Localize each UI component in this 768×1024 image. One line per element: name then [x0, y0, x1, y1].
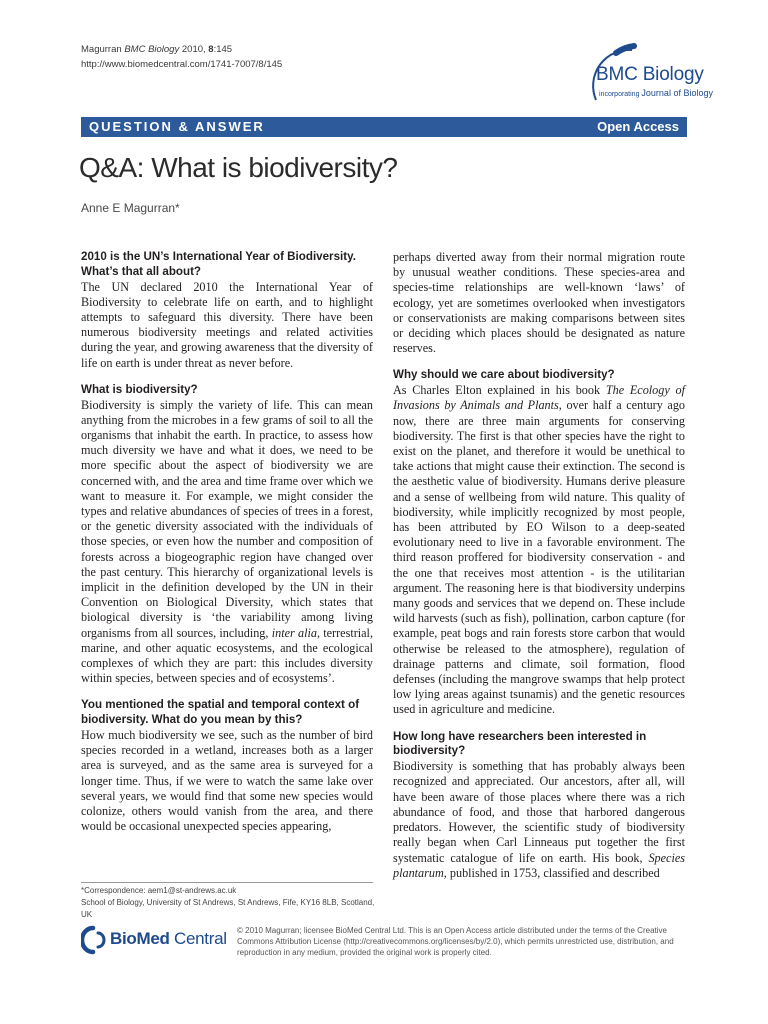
paragraph: Biodiversity is simply the variety of life. This can mean anything from the microbes in a few grams of soil to all the organisms that inhabit the earth. In practice, to assess how much diversity we have and what it does, we need to be more specific about the aspect of biodiversity we are concerned with, and the area and time frame over which we want to measure it. For example, we might consider the types and relative abundances of species of trees in a forest, or the genetic diversity associated with the individuals of those species, or even how the number and composition of forests across a biogeographic region have changed over the past century. This hierarchy of organizational levels is implicit in the definition developed by the UN in their Convention on Biological Diversity, which states that biological diversity is ‘the variability among living organisms from all sources, including, inter alia, terrestrial, marine, and other aquatic ecosystems, and the ecological complexes of which they are part: this includes diversity within species, between species and of ecosystems’. [81, 397, 373, 686]
citation-header [81, 42, 282, 72]
section-heading: What is biodiversity? [81, 382, 198, 396]
article-type-label: QUESTION & ANSWER [89, 119, 265, 134]
journal-logo [556, 40, 713, 106]
correspondence-footnote [81, 885, 381, 921]
license-statement: © 2010 Magurran; licensee BioMed Central Ltd. This is an Open Access article distributed under the terms of the Creative Commons Attribution License (http://creativecommons.org/licenses/by/2.0), which permits unrestricted use, distribution, and reproduction in any medium, provided the original work is properly cited. [237, 926, 674, 957]
section-heading: How long have researchers been interested in biodiversity? [393, 729, 647, 758]
paragraph: The UN declared 2010 the International Year of Biodiversity to celebrate life on earth, and to highlight attempts to safeguard this diversity. There have been numerous biodiversity meetings and related activities during the year, and growing awareness that the diversity of life on earth is under threat as never before. [81, 279, 373, 370]
publisher-name: BioMed Central [110, 929, 227, 948]
paragraph: perhaps diverted away from their normal migration route by unusual weather conditions. These species-area and species-time relationships are well-known ‘laws’ of ecology, yet are sometimes overlooked when investigators or conservationists are making comparisons between sites or deciding which places should be designated as nature reserves. [393, 250, 685, 356]
article-title: Q&A: What is biodiversity? [79, 152, 398, 183]
journal-name: BMC Biology [596, 64, 704, 85]
section-heading: You mentioned the spatial and temporal context of biodiversity. What do you mean by this? [81, 698, 360, 727]
open-access-label: Open Access [597, 119, 679, 134]
right-column [393, 250, 685, 881]
paragraph: Biodiversity is something that has probably always been recognized and appreciated. Our ancestors, after all, will have been aware of those places where there was a rich abundance of food, and those that harbored dangerous predators. However, the scientific study of biodiversity really began when Carl Linneaus put together the first systematic catalogue of life on earth. His book, Species plantarum, published in 1753, classified and described [393, 759, 685, 880]
publisher-bracket-icon [81, 925, 109, 955]
article-url[interactable]: http://www.biomedcentral.com/1741-7007/8/145 [81, 59, 283, 70]
citation-line: Magurran BMC Biology 2010, 8:145 [81, 44, 233, 55]
left-column [81, 250, 373, 834]
correspondence-email[interactable]: *Correspondence: aem1@st-andrews.ac.uk [81, 886, 237, 895]
section-heading: 2010 is the UN’s International Year of Biodiversity. What’s that all about? [81, 250, 356, 278]
section-heading: Why should we care about biodiversity? [393, 368, 615, 382]
publisher-logo [81, 922, 231, 958]
journal-subtitle: incorporating Journal of Biology [599, 88, 713, 98]
paragraph: How much biodiversity we see, such as the number of bird species recorded in a wetland, increases both as a larger area is surveyed, and as the same area is surveyed for a longer time. Thus, if we were to watch the same lake over several years, we would find that some new species would colonize, others would vanish from the area, and there would be occasional unexpected species appearing, [81, 728, 373, 834]
article-author: Anne E Magurran* [81, 201, 180, 215]
article-type-banner [81, 117, 687, 137]
paragraph: As Charles Elton explained in his book The Ecology of Invasions by Animals and Plants, over half a century ago now, there are three main arguments for conserving biodiversity. The first is that other species have the right to exist on the planet, and therefore it would be unethical to take actions that might cause their extinction. The second is the aesthetic value of biodiversity. Humans derive pleasure and a sense of wellbeing from wild nature. This quality of biodiversity, while implicitly recognized by most people, has been attributed by EO Wilson to a deep-seated evolutionary need to live in a favorable environment. The third reason proffered for biodiversity conservation - and the one that receives most attention - is the utilitarian argument. The reasoning here is that biodiversity underpins many goods and services that we depend on. These include wild harvests (such as fish), pollination, carbon capture (for example, peat bogs and rain forests store carbon that would otherwise be released to the atmosphere), regulation of drainage patterns and climate, soil formation, flood defenses (including the mangrove swamps that help protect low lying areas against tsunamis) and the genetic resources used in agriculture and medicine. [393, 383, 686, 717]
footnote-divider [81, 882, 373, 883]
author-affiliation: School of Biology, University of St Andrews, St Andrews, Fife, KY16 8LB, Scotland, UK [81, 898, 375, 919]
